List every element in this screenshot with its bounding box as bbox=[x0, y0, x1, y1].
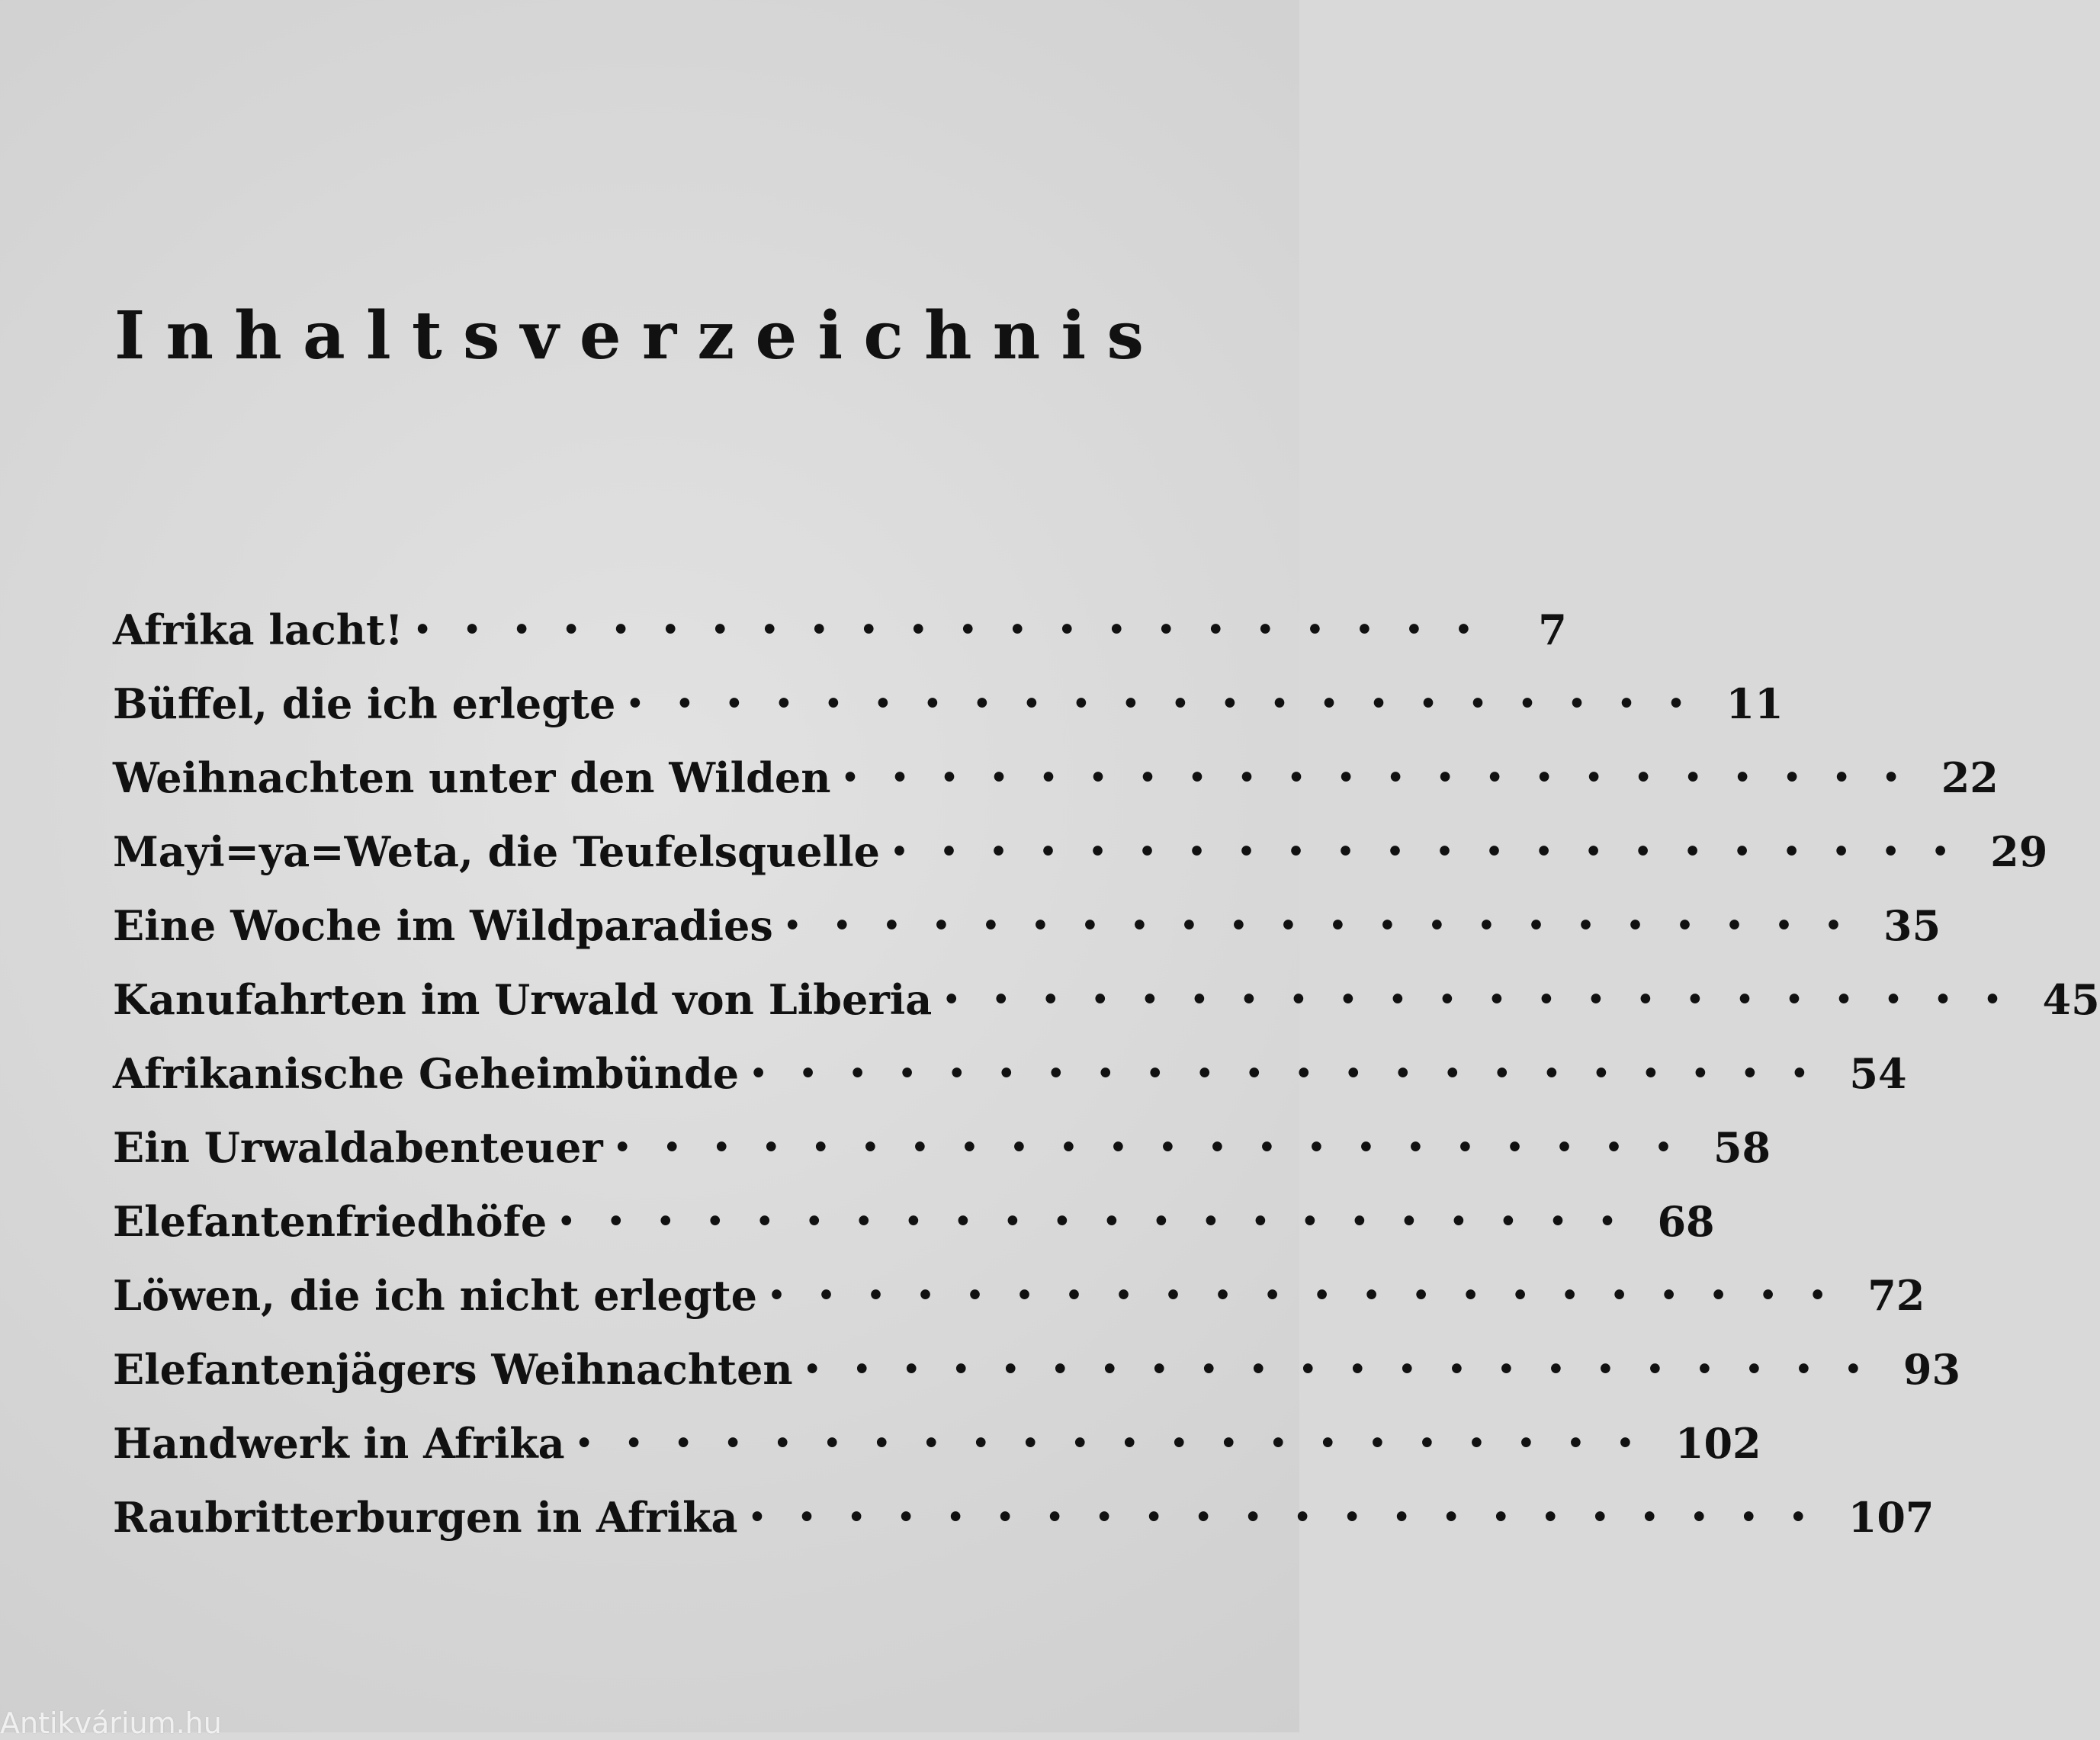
toc-entry-page: 11 bbox=[1726, 679, 1784, 728]
title-letter-2: n bbox=[165, 297, 214, 374]
title-letter-5: l bbox=[366, 297, 391, 374]
toc-entry bbox=[113, 972, 2100, 1027]
toc-entry-title: Raubritterburgen in Afrika bbox=[113, 1493, 738, 1542]
toc-entry bbox=[113, 898, 1941, 953]
toc-entry bbox=[113, 750, 1999, 805]
toc-entry bbox=[113, 1416, 1761, 1471]
toc-entry-page: 35 bbox=[1883, 901, 1941, 950]
toc-entry bbox=[113, 1120, 1771, 1175]
title-letter-12: e bbox=[755, 297, 798, 374]
watermark: Antikvárium.hu bbox=[0, 1706, 222, 1740]
toc-entry-page: 54 bbox=[1849, 1049, 1907, 1098]
leader-dots: •••••••••••••••••••••• bbox=[890, 836, 1982, 868]
toc-entry-page: 102 bbox=[1675, 1419, 1761, 1468]
leader-dots: •••••••••••••••••••••• bbox=[575, 1427, 1666, 1459]
leader-dots: •••••••••••••••••••••• bbox=[841, 762, 1932, 794]
toc-entry-title: Weihnachten unter den Wilden bbox=[113, 753, 831, 802]
toc-entry-title: Löwen, die ich nicht erlegte bbox=[113, 1271, 757, 1320]
toc-entry bbox=[113, 1268, 1925, 1323]
toc-entry-page: 93 bbox=[1903, 1345, 1961, 1394]
title-letter-10: r bbox=[641, 297, 677, 374]
toc-entry-page: 7 bbox=[1538, 605, 1567, 654]
leader-dots: •••••••••••••••••••••• bbox=[613, 1132, 1704, 1164]
toc-entry-title: Büffel, die ich erlegte bbox=[113, 679, 616, 728]
toc-entry bbox=[113, 824, 2048, 879]
leader-dots: •••••••••••••••••••••• bbox=[803, 1353, 1894, 1385]
toc-entry bbox=[113, 602, 1567, 657]
title-letter-3: h bbox=[234, 297, 282, 374]
toc-entry-title: Eine Woche im Wildparadies bbox=[113, 901, 773, 950]
toc-entry-page: 68 bbox=[1657, 1197, 1715, 1246]
title-letter-11: z bbox=[697, 297, 735, 374]
title-letter-7: s bbox=[462, 297, 500, 374]
leader-dots: •••••••••••••••••••••• bbox=[626, 688, 1717, 720]
title-letter-15: h bbox=[923, 297, 972, 374]
toc-entry-title: Mayi=ya=Weta, die Teufelsquelle bbox=[113, 827, 880, 876]
title-letter-4: a bbox=[303, 297, 345, 374]
toc-entry bbox=[113, 1046, 1907, 1101]
title-letter-13: i bbox=[817, 297, 843, 374]
page-title bbox=[114, 294, 1144, 377]
toc-entry-title: Elefantenfriedhöfe bbox=[113, 1197, 547, 1246]
leader-dots: •••••••••••••••••••••• bbox=[748, 1501, 1839, 1533]
toc-entry-page: 22 bbox=[1941, 753, 1999, 802]
toc-entry-title: Afrikanische Geheimbünde bbox=[113, 1049, 740, 1098]
toc-entry-title: Afrika lacht! bbox=[113, 605, 403, 654]
leader-dots: •••••••••••••••••••••• bbox=[783, 910, 1875, 942]
leader-dots: •••••••••••••••••••••• bbox=[413, 614, 1504, 646]
leader-dots: •••••••••••••••••••••• bbox=[767, 1279, 1859, 1311]
toc-entry-title: Elefantenjägers Weihnachten bbox=[113, 1345, 793, 1394]
title-letter-16: n bbox=[992, 297, 1041, 374]
title-letter-9: e bbox=[579, 297, 621, 374]
title-letter-8: v bbox=[520, 297, 559, 374]
title-letter-1: I bbox=[114, 297, 146, 374]
toc-entry-page: 29 bbox=[1990, 827, 2048, 876]
toc-entry bbox=[113, 1490, 1935, 1545]
toc-entry-page: 45 bbox=[2042, 975, 2100, 1024]
title-letter-17: i bbox=[1061, 297, 1087, 374]
toc-entry-page: 58 bbox=[1713, 1123, 1771, 1172]
toc-entry-title: Handwerk in Afrika bbox=[113, 1419, 565, 1468]
title-letter-18: s bbox=[1106, 297, 1144, 374]
leader-dots: •••••••••••••••••••••• bbox=[557, 1205, 1649, 1238]
title-letter-14: c bbox=[863, 297, 904, 374]
leader-dots: •••••••••••••••••••••• bbox=[750, 1058, 1841, 1090]
toc-entry-page: 107 bbox=[1848, 1493, 1935, 1542]
toc-entry-title: Ein Urwaldabenteuer bbox=[113, 1123, 603, 1172]
toc-entry-page: 72 bbox=[1867, 1271, 1925, 1320]
toc-entry-title: Kanufahrten im Urwald von Liberia bbox=[113, 975, 933, 1024]
toc-entry bbox=[113, 676, 1784, 731]
leader-dots: •••••••••••••••••••••• bbox=[942, 984, 2034, 1016]
title-letter-6: t bbox=[411, 297, 442, 374]
table-of-contents bbox=[113, 602, 2100, 1571]
toc-entry bbox=[113, 1342, 1961, 1397]
toc-entry bbox=[113, 1194, 1715, 1249]
